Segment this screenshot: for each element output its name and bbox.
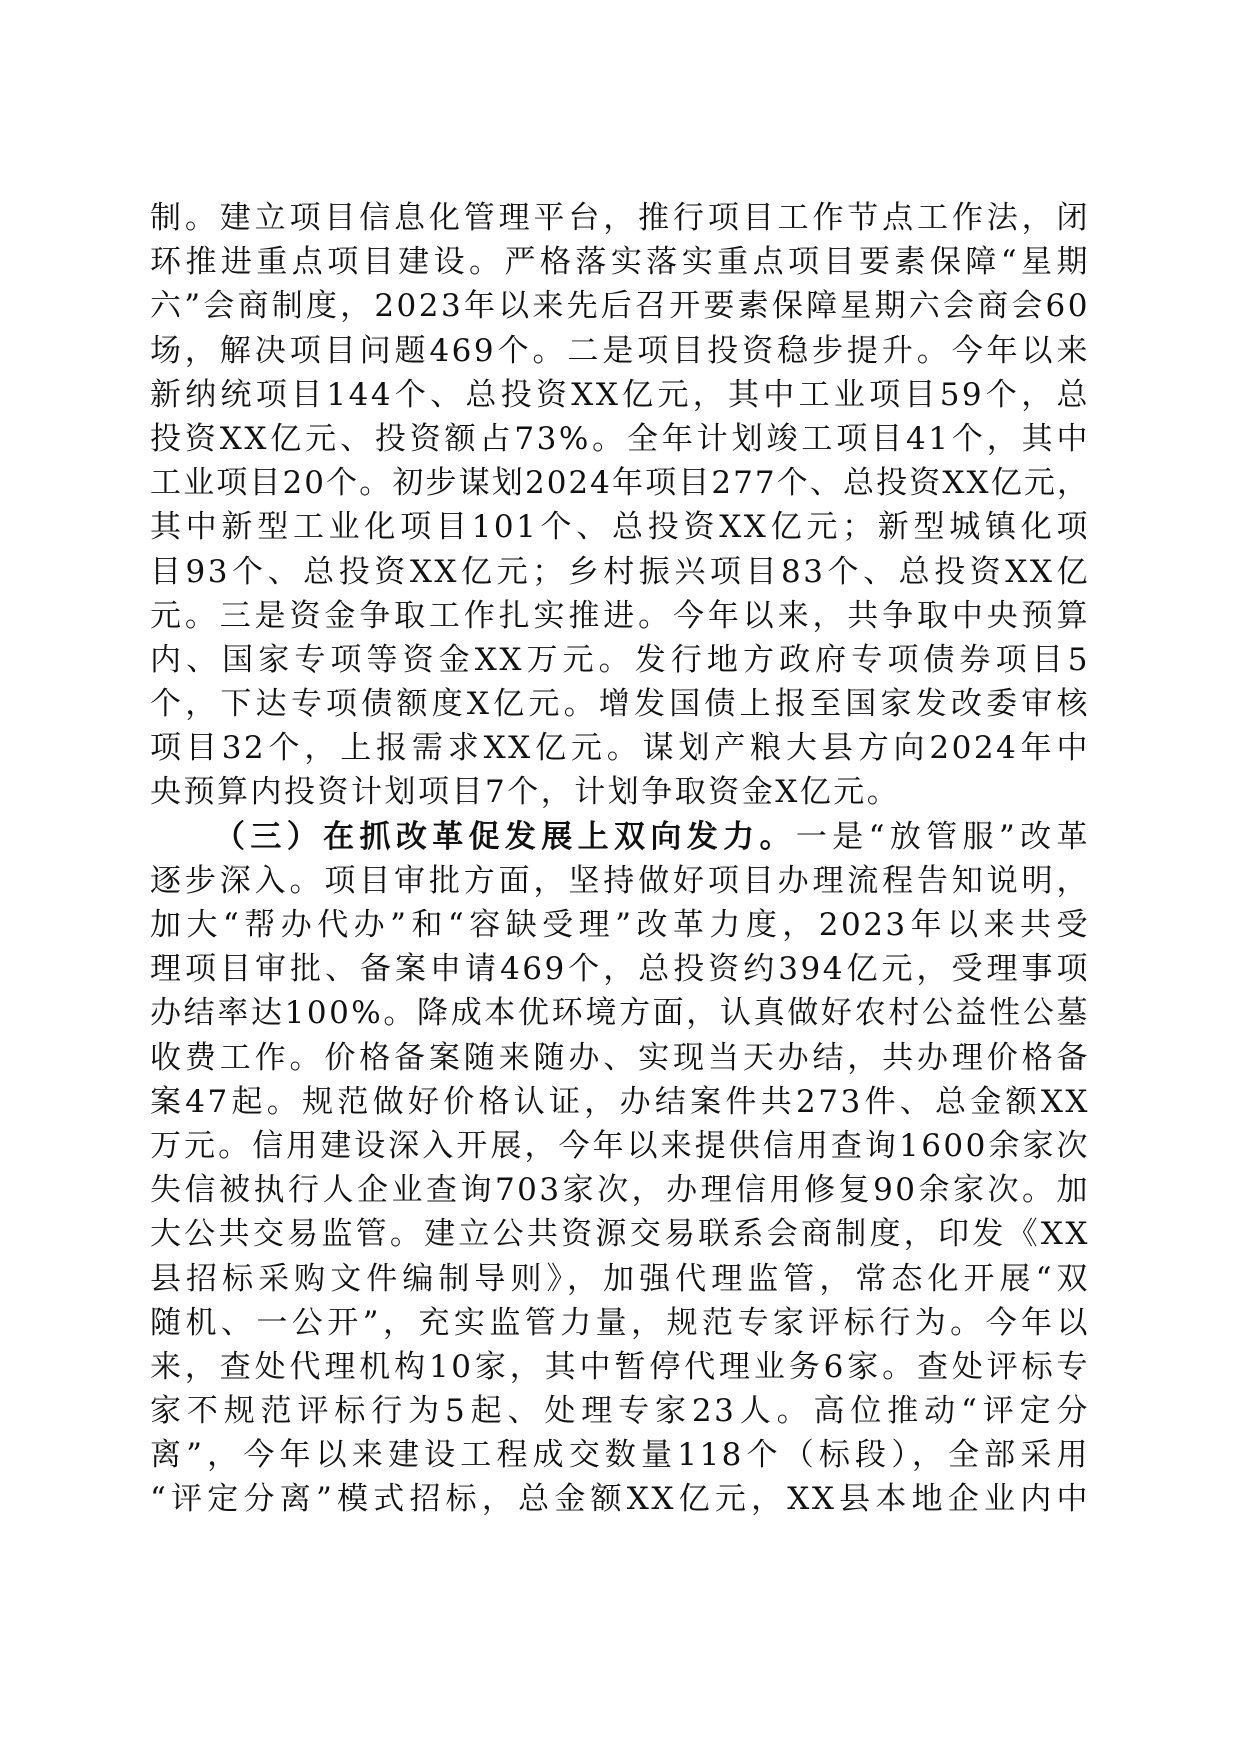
section-3-first-line-rest: 一是“放管服”改革 <box>795 818 1090 855</box>
text-line: “评定分离”模式招标，总金额XX亿元，XX县本地企业内中 <box>150 1481 1090 1518</box>
text-line: 个，下达专项债额度X亿元。增发国债上报至国家发改委审核 <box>150 686 1090 723</box>
text-line: 六”会商制度，2023年以来先后召开要素保障星期六会商会60 <box>150 288 1090 325</box>
text-line: 元。三是资金争取工作扎实推进。今年以来，共争取中央预算 <box>150 597 1090 634</box>
text-line: 内、国家专项等资金XX万元。发行地方政府专项债券项目5 <box>150 641 1090 678</box>
text-line: 来，查处代理机构10家，其中暂停代理业务6家。查处评标专 <box>150 1348 1090 1385</box>
text-line: 场，解决项目问题469个。二是项目投资稳步提升。今年以来 <box>150 332 1090 369</box>
text-line: 加大“帮办代办”和“容缺受理”改革力度，2023年以来共受 <box>150 907 1090 943</box>
body-text <box>150 196 1090 1522</box>
text-line: 目93个、总投资XX亿元；乡村振兴项目83个、总投资XX亿 <box>150 553 1090 590</box>
text-line: 项目32个，上报需求XX亿元。谋划产粮大县方向2024年中 <box>150 730 1090 767</box>
text-line: 其中新型工业化项目101个、总投资XX亿元；新型城镇化项 <box>150 509 1090 546</box>
section-3-first-line <box>150 815 1090 859</box>
text-line: 大公共交易监管。建立公共资源交易联系会商制度，印发《XX <box>150 1216 1090 1253</box>
text-line: 新纳统项目144个、总投资XX亿元，其中工业项目59个，总 <box>150 376 1090 413</box>
text-line: 逐步深入。项目审批方面，坚持做好项目办理流程告知说明， <box>150 862 1090 899</box>
text-line: 收费工作。价格备案随来随办、实现当天办结，共办理价格备 <box>150 1039 1090 1076</box>
text-line: 县招标采购文件编制导则》，加强代理监管，常态化开展“双 <box>150 1260 1090 1297</box>
text-line: 制。建立项目信息化管理平台，推行项目工作节点工作法，闭 <box>150 200 1090 236</box>
paragraph-last-line: 央预算内投资计划项目7个，计划争取资金X亿元。 <box>150 774 901 811</box>
text-line: 工业项目20个。初步谋划2024年项目277个、总投资XX亿元， <box>150 465 1090 502</box>
text-line: 案47起。规范做好价格认证，办结案件共273件、总金额XX <box>150 1083 1090 1120</box>
text-line: 家不规范评标行为5起、处理专家23人。高位推动“评定分 <box>150 1393 1090 1430</box>
text-line: 环推进重点项目建设。严格落实落实重点项目要素保障“星期 <box>150 244 1090 281</box>
text-line: 投资XX亿元、投资额占73%。全年计划竣工项目41个，其中 <box>150 420 1090 457</box>
text-line: 失信被执行人企业查询703家次，办理信用修复90余家次。加 <box>150 1172 1090 1209</box>
text-line: 离”，今年以来建设工程成交数量118个（标段），全部采用 <box>150 1437 1090 1474</box>
text-line: 办结率达100%。降成本优环境方面，认真做好农村公益性公墓 <box>150 995 1090 1032</box>
text-line: 理项目审批、备案申请469个，总投资约394亿元，受理事项 <box>150 951 1090 988</box>
text-line: 万元。信用建设深入开展，今年以来提供信用查询1600余家次 <box>150 1127 1090 1164</box>
section-3-heading: （三）在抓改革促发展上双向发力。 <box>214 818 796 855</box>
text-line: 随机、一公开”，充实监管力量，规范专家评标行为。今年以 <box>150 1304 1090 1341</box>
